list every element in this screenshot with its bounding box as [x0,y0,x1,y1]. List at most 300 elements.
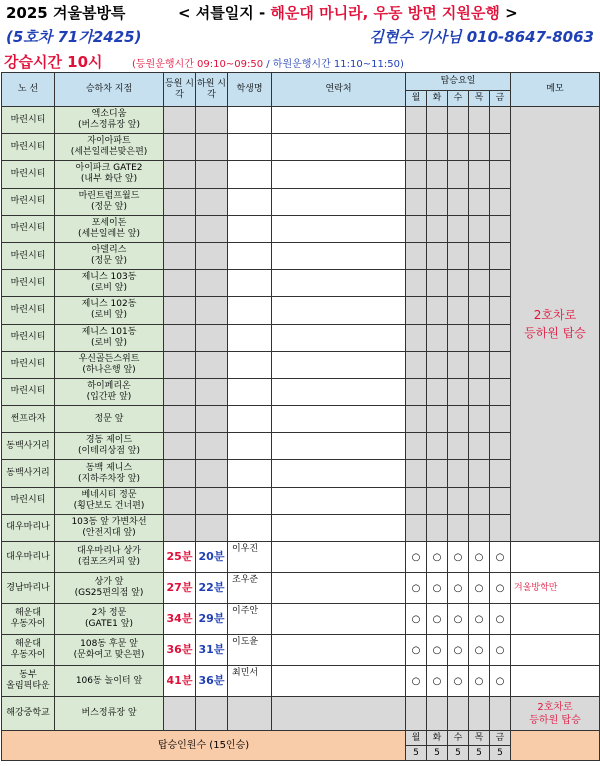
route-cell: 마린시티 [2,188,55,215]
day-check: ○ [469,635,490,666]
col-contact: 연락처 [272,73,406,107]
student-cell [228,297,272,324]
schedule-text [132,55,404,70]
stop-detail: (정문 앞) [91,201,127,212]
day-check: ○ [490,635,511,666]
pickup-cell [164,215,196,242]
day-cell [490,161,511,188]
day-cell [427,351,448,378]
dropoff-cell [196,514,228,541]
stop-cell [55,542,164,573]
day-cell [490,351,511,378]
day-check: ○ [490,573,511,604]
day-cell [490,460,511,487]
contact-cell [272,297,406,324]
contact-cell [272,215,406,242]
day-cell [490,215,511,242]
log-route: 해운대 마니라, 우동 방면 지원운행 [270,4,500,22]
day-cell [448,324,469,351]
day-cell [469,134,490,161]
day-cell [427,487,448,514]
table-row [2,514,600,541]
stop-cell [55,107,164,134]
day-cell [427,378,448,405]
stop-cell [55,378,164,405]
table-row [2,242,600,269]
day-cell [490,324,511,351]
day-check: ○ [406,604,427,635]
stop-name: 106동 놀이터 앞 [75,675,143,686]
contact-cell [272,487,406,514]
vehicle-number: (5호차 71가2425) [6,28,142,46]
table-row [2,107,600,134]
dropoff-cell [196,573,228,604]
stop-name: 103동 앞 가변차선 [71,516,147,527]
stop-name: 우신골든스위트 [78,353,140,364]
footer-count-3: 5 [469,746,490,761]
dropoff-cell [196,215,228,242]
day-check: ○ [427,573,448,604]
day-cell [469,324,490,351]
table-row [2,487,600,514]
contact-cell [272,514,406,541]
title-bar [0,0,600,24]
day-cell [427,297,448,324]
footer-label: 탑승인원수 (15인승) [2,731,406,761]
day-cell [448,134,469,161]
stop-cell [55,134,164,161]
stop-detail: (지하주차장 앞) [77,473,141,484]
student-cell [228,134,272,161]
stop-detail: (내부 화단 앞) [80,174,138,185]
table-row [2,161,600,188]
day-check: ○ [490,666,511,697]
pickup-cell [164,378,196,405]
table-row [2,324,600,351]
contact-cell [272,604,406,635]
day-cell [490,242,511,269]
col-day-3: 목 [469,91,490,107]
route-cell: 해강중학교 [2,697,55,731]
footer-day-2: 수 [448,731,469,746]
log-title [178,2,518,23]
day-cell [490,406,511,433]
day-cell [490,270,511,297]
day-cell [406,161,427,188]
student-cell [228,161,272,188]
pickup-time: 25분 [166,549,193,563]
day-check: ○ [469,573,490,604]
day-check: ○ [469,542,490,573]
route-cell: 마린시티 [2,134,55,161]
day-cell [448,406,469,433]
pickup-cell [164,635,196,666]
stop-cell [55,242,164,269]
col-stop: 승하차 지점 [55,73,164,107]
stop-cell: 버스정류장 앞 [55,697,164,731]
pickup-cell [164,460,196,487]
day-cell [469,697,490,731]
day-cell [490,134,511,161]
stop-cell [55,487,164,514]
contact-cell [272,460,406,487]
day-cell [406,134,427,161]
day-check: ○ [490,542,511,573]
table-row [2,188,600,215]
day-cell [406,433,427,460]
pickup-time: 34분 [166,611,193,625]
route-cell: 대우마리나 [2,542,55,573]
day-cell [448,215,469,242]
stop-name: 상가 앞 [94,577,124,587]
contact-cell [272,697,406,731]
stop-cell [55,270,164,297]
dropoff-cell [196,604,228,635]
schedule-pickup: (등원운행시간 09:10~09:50 [132,59,264,70]
student-cell [228,514,272,541]
day-check: ○ [406,542,427,573]
table-row [2,215,600,242]
memo-last [511,697,600,731]
pickup-cell [164,324,196,351]
stop-detail: (입간판 앞) [86,391,132,402]
student-cell [228,378,272,405]
pickup-cell [164,270,196,297]
dropoff-time: 20분 [198,549,225,563]
stop-name: 아델리스 [91,245,127,256]
stop-cell [55,406,164,433]
route-cell: 해운대 우동자이 [2,635,55,666]
student-cell [228,242,272,269]
dropoff-cell [196,378,228,405]
col-memo: 메모 [511,73,600,107]
dropoff-cell [196,351,228,378]
day-check: ○ [427,666,448,697]
day-cell [427,324,448,351]
stop-name: 하이페리온 [87,380,131,391]
student-cell [228,351,272,378]
stop-cell [55,188,164,215]
contact-cell [272,107,406,134]
table-row [2,378,600,405]
day-cell [469,406,490,433]
footer-count-0: 5 [406,746,427,761]
stop-name: 제니스 101동 [81,326,137,337]
route-cell: 마린시티 [2,242,55,269]
student-name: 이도윤 [228,635,272,666]
table-row [2,635,600,666]
day-check: ○ [406,635,427,666]
footer-count-2: 5 [448,746,469,761]
day-cell [427,460,448,487]
dropoff-cell [196,324,228,351]
pickup-cell [164,487,196,514]
day-check: ○ [448,635,469,666]
schedule-separator: / [263,59,273,70]
day-cell [427,433,448,460]
stop-detail: (로비 앞) [91,310,127,321]
pickup-cell [164,697,196,731]
day-check: ○ [448,604,469,635]
table-row [2,604,600,635]
day-cell [469,378,490,405]
table-row [2,134,600,161]
day-cell [406,406,427,433]
student-cell [228,433,272,460]
pickup-time: 41분 [166,673,193,687]
day-cell [406,242,427,269]
stop-detail: (로비 앞) [91,337,127,348]
student-cell [228,460,272,487]
contact-cell [272,378,406,405]
pickup-cell [164,433,196,460]
student-cell [228,188,272,215]
day-cell [427,406,448,433]
day-cell [448,514,469,541]
student-cell [228,270,272,297]
pickup-cell [164,406,196,433]
day-check: ○ [406,666,427,697]
table-row [2,573,600,604]
route-cell: 마린시티 [2,161,55,188]
day-check: ○ [469,666,490,697]
stop-cell [55,433,164,460]
class-time-bar [0,50,600,72]
col-student: 학생명 [228,73,272,107]
stop-detail: (안전지대 앞) [82,527,136,538]
student-cell [228,215,272,242]
stop-name: 포세이돈 [91,217,127,228]
day-cell [469,242,490,269]
route-cell: 대우마리나 [2,514,55,541]
stop-detail: (로비 앞) [91,283,127,294]
day-cell [448,270,469,297]
footer-count-1: 5 [427,746,448,761]
day-cell [490,188,511,215]
table-row [2,433,600,460]
route-cell: 마린시티 [2,487,55,514]
class-time: 강습시간 10시 [4,53,103,71]
route-cell: 동부 올림픽타운 [2,666,55,697]
stop-name: 베네시티 정문 [81,489,137,500]
day-cell [490,487,511,514]
day-cell [427,188,448,215]
stop-detail: (횡단보도 건너편) [73,500,145,511]
pickup-cell [164,297,196,324]
table-row [2,542,600,573]
memo-note [511,666,600,697]
day-cell [427,107,448,134]
day-cell [469,215,490,242]
contact-cell [272,433,406,460]
col-day-2: 수 [448,91,469,107]
pickup-time: 27분 [166,580,193,594]
day-cell [490,297,511,324]
day-cell [406,188,427,215]
table-row [2,270,600,297]
col-route: 노 선 [2,73,55,107]
pickup-cell [164,351,196,378]
log-prefix: < 셔틀일지 - [178,4,271,22]
day-cell [448,188,469,215]
day-cell [469,161,490,188]
pickup-cell [164,573,196,604]
stop-name: 정문 앞 [94,413,124,424]
col-pickup: 등원 시각 [164,73,196,107]
day-cell [490,697,511,731]
memo-group [511,107,600,542]
stop-cell [55,161,164,188]
contact-cell [272,351,406,378]
route-cell: 마린시티 [2,351,55,378]
day-cell [406,215,427,242]
day-cell [427,270,448,297]
dropoff-cell [196,188,228,215]
contact-cell [272,270,406,297]
stop-detail: (세븐일레븐맞은편) [70,147,148,158]
stop-name: 2차 정문 [91,608,127,618]
memo-note [511,542,600,573]
stop-detail: (정문 앞) [91,256,127,267]
day-cell [427,134,448,161]
dropoff-cell [196,297,228,324]
contact-cell [272,324,406,351]
col-day-1: 화 [427,91,448,107]
dropoff-time: 36분 [198,673,225,687]
stop-detail: (버스정류장 앞) [77,120,141,131]
stop-detail: (컴포즈커피 앞) [77,557,141,567]
dropoff-cell [196,270,228,297]
stop-detail: (하나은행 앞) [82,364,136,375]
route-cell: 경남마리나 [2,573,55,604]
student-cell [228,107,272,134]
route-cell: 썬프라자 [2,406,55,433]
stop-name: 대우마리나 상가 [77,546,141,556]
contact-cell [272,242,406,269]
dropoff-cell [196,542,228,573]
day-check: ○ [427,604,448,635]
contact-cell [272,134,406,161]
route-cell: 마린시티 [2,215,55,242]
stop-name: 자이아파트 [87,136,131,147]
schedule-dropoff: 하원운행시간 11:10~11:50) [272,59,404,70]
contact-cell [272,635,406,666]
day-cell [469,433,490,460]
footer-day-4: 금 [490,731,511,746]
route-cell: 마린시티 [2,324,55,351]
pickup-time: 36분 [166,642,193,656]
day-cell [406,351,427,378]
day-check: ○ [448,666,469,697]
stop-cell [55,573,164,604]
day-cell [427,514,448,541]
day-cell [448,460,469,487]
dropoff-time: 22분 [198,580,225,594]
day-cell [406,297,427,324]
stop-detail: (GATE1 앞) [85,619,133,629]
day-check: ○ [427,635,448,666]
day-cell [427,161,448,188]
stop-cell [55,297,164,324]
stop-cell [55,514,164,541]
pickup-cell [164,161,196,188]
day-check: ○ [427,542,448,573]
col-day-4: 금 [490,91,511,107]
day-cell [469,351,490,378]
day-cell [469,297,490,324]
day-cell [406,460,427,487]
contact-cell [272,406,406,433]
stop-cell [55,351,164,378]
stop-name: 아이파크 GATE2 [75,163,143,174]
footer-row [2,731,600,746]
student-cell [228,406,272,433]
dropoff-cell [196,107,228,134]
year-title: 2025 겨울봄방특 [6,4,126,22]
student-name: 이주안 [228,604,272,635]
day-cell [469,514,490,541]
stop-cell [55,604,164,635]
dropoff-cell [196,666,228,697]
day-check: ○ [469,604,490,635]
day-cell [448,697,469,731]
student-name: 조우준 [228,573,272,604]
pickup-cell [164,107,196,134]
day-cell [448,351,469,378]
day-cell [406,487,427,514]
student-cell [228,324,272,351]
route-cell: 동백사거리 [2,433,55,460]
day-cell [406,378,427,405]
stop-cell [55,666,164,697]
dropoff-time: 31분 [198,642,225,656]
day-cell [490,514,511,541]
route-cell: 마린시티 [2,378,55,405]
day-cell [448,297,469,324]
memo-note [511,604,600,635]
memo-note [511,635,600,666]
contact-cell [272,573,406,604]
memo-text: 2호차로 등하원 탑승 [529,701,581,726]
day-cell [406,324,427,351]
dropoff-cell [196,433,228,460]
day-cell [469,460,490,487]
dropoff-cell [196,134,228,161]
day-cell [448,107,469,134]
contact-cell [272,666,406,697]
memo-note: 겨울방학만 [511,573,600,604]
dropoff-cell [196,697,228,731]
day-cell [406,270,427,297]
day-cell [469,188,490,215]
stop-name: 108동 후문 앞 [80,639,138,649]
stop-detail: (세븐일레븐 앞) [77,228,141,239]
dropoff-time: 29분 [198,611,225,625]
stop-name: 마린트럼프월드 [78,190,140,201]
route-cell: 마린시티 [2,107,55,134]
pickup-cell [164,542,196,573]
stop-name: 제니스 103동 [81,272,137,283]
stop-detail: (이테리상점 앞) [77,446,141,457]
dropoff-cell [196,460,228,487]
route-cell: 해운대 우동자이 [2,604,55,635]
day-check: ○ [448,542,469,573]
table-row [2,297,600,324]
day-cell [427,697,448,731]
day-check: ○ [406,573,427,604]
day-cell [448,378,469,405]
route-cell: 동백사거리 [2,460,55,487]
